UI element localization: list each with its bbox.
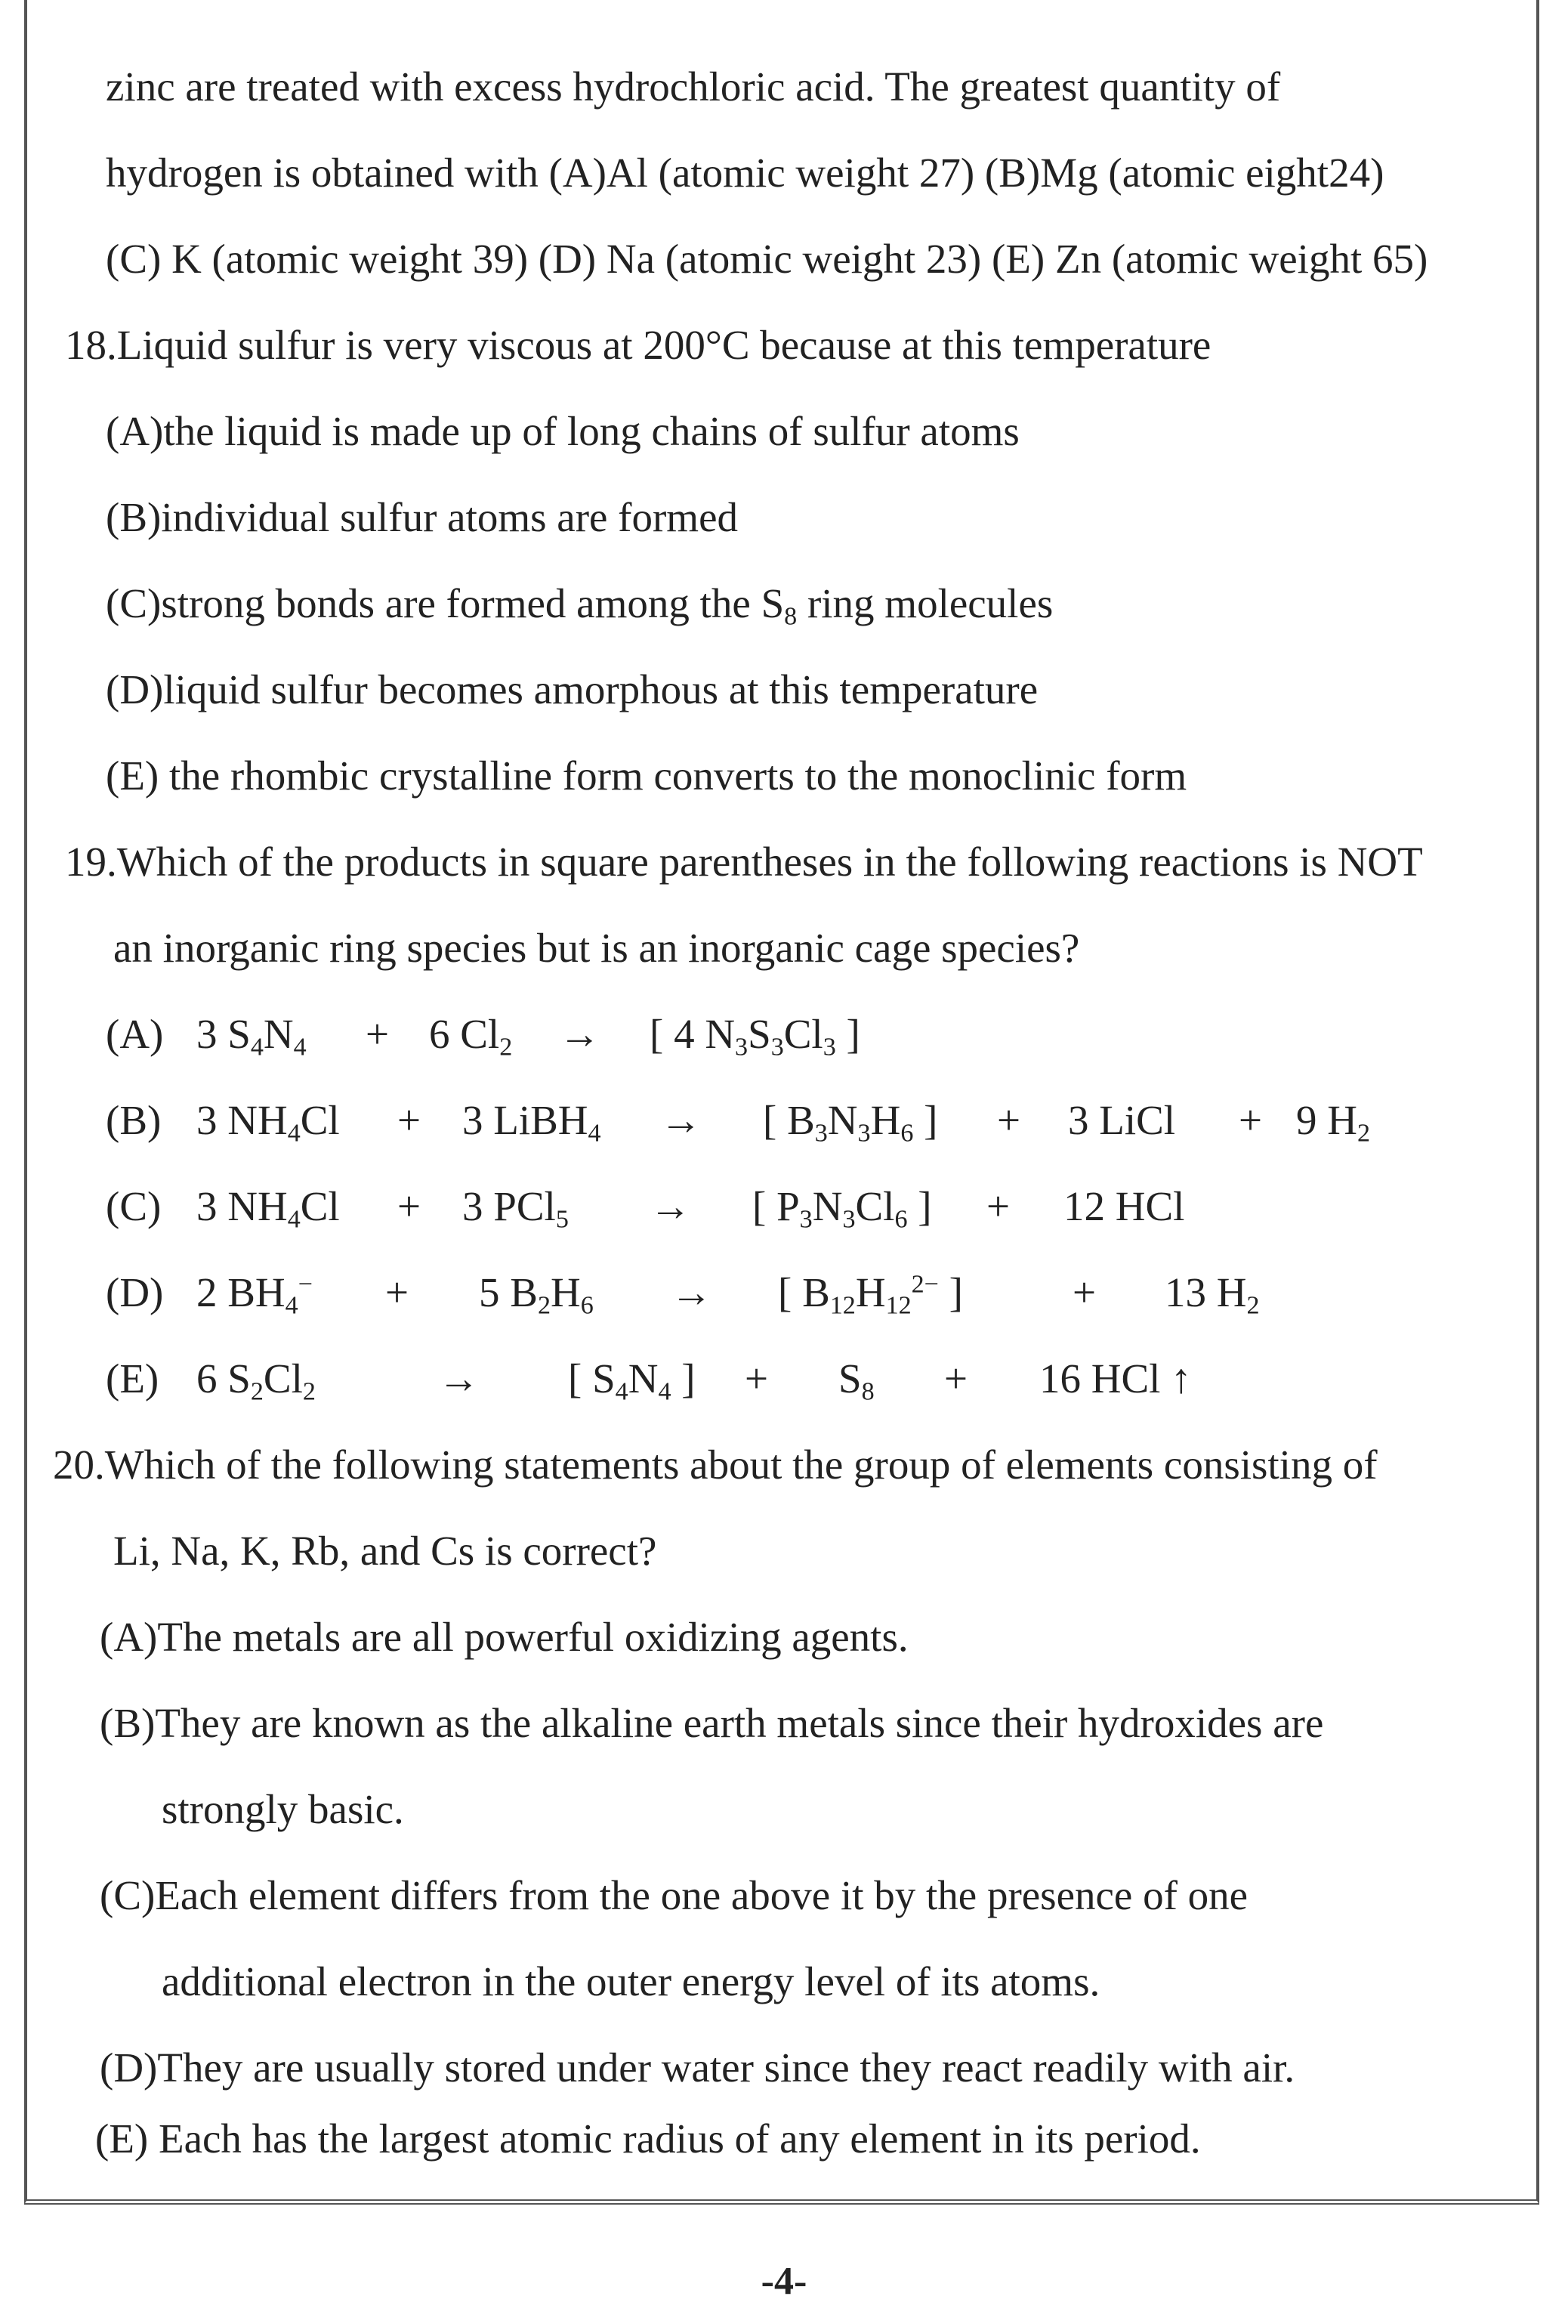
q18-option-c-text: (C)strong bonds are formed among the S: [106, 580, 785, 626]
q18-option-d: (D)liquid sulfur becomes amorphous at this temperature: [106, 666, 1039, 712]
reaction-b: [0, 1094, 1568, 1147]
reaction-b-product: [ $B_3N_3H_6$ ]: [763, 1097, 938, 1148]
reaction-d: [0, 1266, 1568, 1319]
reaction-e-plus-2: +: [944, 1355, 968, 1402]
q20-option-c-line-2: additional electron in the outer energy level of its atoms.: [162, 1958, 1100, 2004]
reaction-d-plus-1: +: [385, 1269, 409, 1315]
reaction-a-arrow: →: [559, 1011, 600, 1057]
reaction-b-byproduct-2: 9 $H_2$: [1296, 1097, 1371, 1148]
reaction-c-plus-1: +: [397, 1183, 421, 1229]
q20-option-d: (D)They are usually stored under water since they react readily with air.: [100, 2044, 1295, 2091]
q20-option-b-line-2: strongly basic.: [162, 1786, 404, 1832]
q18-option-e: (E) the rhombic crystalline form converts to the monoclinic form: [106, 753, 1187, 799]
q20-option-e: (E) Each has the largest atomic radius of any element in its period.: [95, 2115, 1201, 2162]
reaction-a: [0, 1008, 1568, 1061]
reaction-e-byproduct: 16 HCl ↑: [1039, 1355, 1192, 1402]
q18-option-b: (B)individual sulfur atoms are formed: [106, 494, 739, 540]
reaction-d-plus-2: +: [1073, 1269, 1097, 1315]
reaction-c: [0, 1180, 1568, 1233]
reaction-b-plus-2: +: [997, 1097, 1021, 1143]
q17-line-2: hydrogen is obtained with (A)Al (atomic weight 27) (B)Mg (atomic eight24): [106, 150, 1384, 196]
q20-stem-line-2: Li, Na, K, Rb, and Cs is correct?: [113, 1528, 657, 1574]
q19-stem-line-2: an inorganic ring species but is an inorganic cage species?: [113, 925, 1080, 971]
q20-option-a: (A)The metals are all powerful oxidizing agents.: [100, 1614, 909, 1660]
reaction-e-label: (E): [106, 1355, 159, 1402]
page-number: -4-: [761, 2260, 807, 2303]
q20-option-c-line-1: (C)Each element differs from the one above it by the presence of one: [100, 1872, 1249, 1918]
reaction-b-plus-1: +: [397, 1097, 421, 1143]
reaction-a-plus: +: [366, 1011, 390, 1057]
q18-option-a: (A)the liquid is made up of long chains of sulfur atoms: [106, 408, 1020, 454]
reaction-c-arrow: →: [650, 1183, 691, 1229]
reaction-c-byproduct: 12 HCl: [1063, 1183, 1185, 1229]
reaction-b-label: (B): [106, 1097, 162, 1143]
reaction-d-reactant-1: 2 $BH_4^-$: [196, 1269, 313, 1320]
reaction-d-reactant-2: 5 $B_2H_6$: [479, 1269, 594, 1320]
reaction-b-arrow: →: [660, 1097, 702, 1143]
q18-option-c-subscript: 8: [784, 602, 798, 631]
reaction-e-arrow: →: [438, 1355, 480, 1402]
reaction-b-plus-3: +: [1239, 1097, 1263, 1143]
q18-stem: 18.Liquid sulfur is very viscous at 200°C because at this temperature: [65, 322, 1211, 368]
q18-option-c-tail: ring molecules: [797, 580, 1054, 626]
reaction-e-reactant: 6 $S_2Cl_2$: [196, 1355, 316, 1406]
reaction-e-product: [ $S_4N_4$ ]: [568, 1355, 696, 1406]
reaction-b-byproduct-1: 3 LiCl: [1068, 1097, 1176, 1143]
reaction-e-sulfur: $S_8$: [838, 1355, 875, 1406]
reaction-d-byproduct: 13 $H_2$: [1165, 1269, 1260, 1320]
reaction-d-product: [ $B_{12}H_{12}^{2-}$ ]: [778, 1269, 963, 1320]
reaction-c-plus-2: +: [986, 1183, 1011, 1229]
reaction-c-reactant-2: 3 PCl$_5$: [462, 1183, 569, 1234]
q17-line-3: (C) K (atomic weight 39) (D) Na (atomic weight 23) (E) Zn (atomic weight 65): [106, 236, 1428, 282]
reaction-c-label: (C): [106, 1183, 162, 1229]
q20-option-b-line-1: (B)They are known as the alkaline earth metals since their hydroxides are: [100, 1700, 1324, 1746]
q17-line-1: zinc are treated with excess hydrochloric acid. The greatest quantity of: [106, 63, 1281, 110]
reaction-e-plus-1: +: [745, 1355, 769, 1402]
reaction-d-label: (D): [106, 1269, 164, 1315]
q18-option-c: [106, 577, 1053, 630]
reaction-a-product: [ 4 $N_3S_3Cl_3$ ]: [650, 1011, 860, 1062]
reaction-d-arrow: →: [671, 1269, 712, 1315]
reaction-b-reactant-2: 3 LiBH$_4$: [462, 1097, 601, 1148]
reaction-a-reactant-2: 6 $Cl_2$: [429, 1011, 513, 1062]
reaction-a-reactant-1: 3 $S_4N_4$: [196, 1011, 307, 1062]
q20-stem-line-1: 20.Which of the following statements about the group of elements consisting of: [53, 1442, 1378, 1488]
reaction-e: [0, 1352, 1568, 1405]
q19-stem-line-1: 19.Which of the products in square parentheses in the following reactions is NOT: [65, 839, 1423, 885]
reaction-b-reactant-1: 3 $NH_4Cl$: [196, 1097, 340, 1148]
reaction-c-reactant-1: 3 $NH_4Cl$: [196, 1183, 340, 1234]
reaction-a-label: (A): [106, 1011, 164, 1057]
reaction-c-product: [ $P_3N_3Cl_6$ ]: [752, 1183, 932, 1234]
